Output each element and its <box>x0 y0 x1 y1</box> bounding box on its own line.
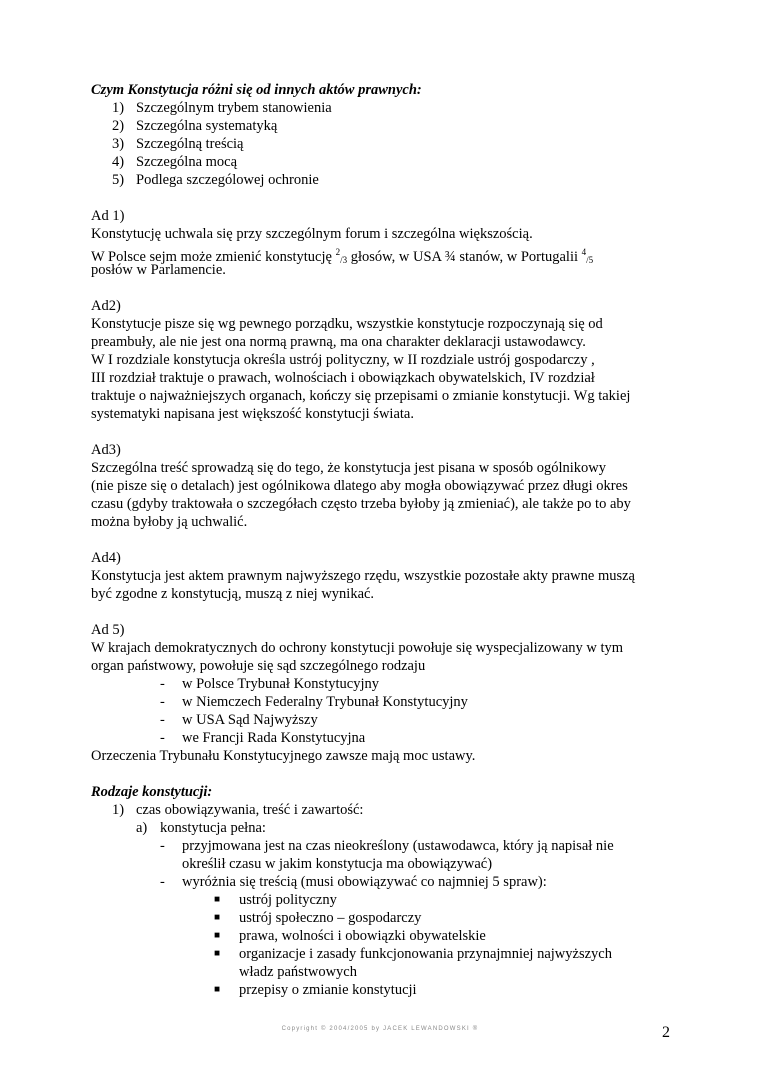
item-continuation: określił czasu w jakim konstytucja ma obowiązywać) <box>182 856 493 872</box>
paragraph-title: Ad 1) <box>91 208 125 224</box>
paragraph-line: traktuje o najważniejszych organach, kończy się przepisami o zmianie konstytucji. Wg takiej <box>91 388 631 404</box>
paragraph-line: Konstytucje pisze się wg pewnego porządku, wszystkie konstytucje rozpoczynają się od <box>91 316 603 332</box>
list-item <box>214 945 612 963</box>
item-text: przepisy o zmianie konstytucji <box>239 982 417 998</box>
item-text: Szczególna mocą <box>136 154 238 170</box>
item-text: w Polsce Trybunał Konstytucyjny <box>182 676 379 692</box>
paragraph-line: można byłoby ją uchwalić. <box>91 514 248 530</box>
page-number: 2 <box>662 1024 670 1041</box>
item-text: prawa, wolności i obowiązki obywatelskie <box>239 928 486 944</box>
dash-marker: - <box>160 712 165 728</box>
item-text: w USA Sąd Najwyższy <box>182 712 318 728</box>
square-bullet-icon: ■ <box>214 948 221 959</box>
square-bullet-icon: ■ <box>214 912 221 923</box>
paragraph-line: Szczególna treść sprowadzą się do tego, że konstytucja jest pisana w sposób ogólnikowy <box>91 460 607 476</box>
item-text: czas obowiązywania, treść i zawartość: <box>136 802 364 818</box>
dash-marker: - <box>160 838 165 854</box>
list-item <box>112 153 237 171</box>
paragraph-line: być zgodne z konstytucją, muszą z niej wynikać. <box>91 586 375 602</box>
item-text: Podlega szczególowej ochronie <box>136 172 319 188</box>
fraction-denominator: /3 <box>340 255 348 265</box>
item-continuation: władz państwowych <box>239 964 357 980</box>
list-item <box>214 909 421 927</box>
item-number: 1) <box>112 802 125 818</box>
paragraph-line: systematyki napisana jest większość konstytucji świata. <box>91 406 414 422</box>
list-item <box>160 729 365 747</box>
paragraph-line: organ państwowy, powołuje się sąd szczególnego rodzaju <box>91 658 426 674</box>
item-number: 1) <box>112 100 125 116</box>
paragraph-title: Ad4) <box>91 550 121 566</box>
item-number: 2) <box>112 118 125 134</box>
list-item <box>160 873 547 891</box>
section-heading: Rodzaje konstytucji: <box>91 784 213 800</box>
dash-marker: - <box>160 694 165 710</box>
list-item <box>214 891 337 909</box>
paragraph-line: Orzeczenia Trybunału Konstytucyjnego zawsze mają moc ustawy. <box>91 748 476 764</box>
item-text: ustrój społeczno – gospodarczy <box>239 910 422 926</box>
item-text: organizacje i zasady funkcjonowania przynajmniej najwyższych <box>239 946 612 962</box>
dash-marker: - <box>160 874 165 890</box>
square-bullet-icon: ■ <box>214 930 221 941</box>
item-text: Szczególna systematyką <box>136 118 278 134</box>
list-item <box>112 171 319 189</box>
fraction-denominator: /5 <box>586 255 594 265</box>
item-text: wyróżnia się treścią (musi obowiązywać co najmniej 5 spraw): <box>182 874 547 890</box>
list-item <box>112 135 243 153</box>
paragraph-line: posłów w Parlamencie. <box>91 262 226 278</box>
list-item <box>214 927 486 945</box>
list-item <box>112 117 277 135</box>
list-item <box>214 981 417 999</box>
dash-marker: - <box>160 676 165 692</box>
list-item <box>112 801 363 819</box>
item-text: konstytucja pełna: <box>160 820 266 836</box>
paragraph-title: Ad3) <box>91 442 121 458</box>
fraction-numerator: 2 <box>335 247 341 257</box>
item-letter: a) <box>136 820 148 836</box>
square-bullet-icon: ■ <box>214 894 221 905</box>
item-text: ustrój polityczny <box>239 892 337 908</box>
square-bullet-icon: ■ <box>214 984 221 995</box>
list-item <box>160 693 468 711</box>
list-item <box>160 711 318 729</box>
fraction-numerator: 4 <box>581 247 587 257</box>
paragraph-line: Konstytucję uchwala się przy szczególnym forum i szczególna większością. <box>91 226 533 242</box>
item-number: 3) <box>112 136 125 152</box>
paragraph-title: Ad 5) <box>91 622 125 638</box>
paragraph-line: W I rozdziale konstytucja określa ustrój polityczny, w II rozdziale ustrój gospodarczy , <box>91 352 595 368</box>
item-text: przyjmowana jest na czas nieokreślony (ustawodawca, który ją napisał nie <box>182 838 614 854</box>
list-item <box>112 99 332 117</box>
list-item <box>160 837 614 855</box>
section-heading: Czym Konstytucja różni się od innych aktów prawnych: <box>91 82 422 98</box>
paragraph-title: Ad2) <box>91 298 121 314</box>
dash-marker: - <box>160 730 165 746</box>
list-item <box>136 819 266 837</box>
item-number: 5) <box>112 172 125 188</box>
copyright-footer: Copyright © 2004/2005 by JACEK LEWANDOWSKI ® <box>281 1026 479 1032</box>
item-number: 4) <box>112 154 125 170</box>
item-text: Szczególnym trybem stanowienia <box>136 100 332 116</box>
item-text: w Niemczech Federalny Trybunał Konstytucyjny <box>182 694 468 710</box>
text-run: W Polsce sejm może zmienić konstytucję <box>91 249 336 265</box>
item-text: Szczególną treścią <box>136 136 244 152</box>
paragraph-line: czasu (gdyby traktowała o szczegółach często trzeba byłoby ją zmieniać), ale także po to aby <box>91 496 631 512</box>
item-text: we Francji Rada Konstytucyjna <box>182 730 366 746</box>
paragraph-line: W krajach demokratycznych do ochrony konstytucji powołuje się wyspecjalizowany w tym <box>91 640 624 656</box>
paragraph-line: preambuły, ale nie jest ona normą prawną, ma ona charakter deklaracji ustawodawcy. <box>91 334 586 350</box>
paragraph-line: Konstytucja jest aktem prawnym najwyższego rzędu, wszystkie pozostałe akty prawne muszą <box>91 568 635 584</box>
list-item <box>160 675 379 693</box>
text-run: głosów, w USA ¾ stanów, w Portugalii <box>347 249 582 265</box>
paragraph-line: III rozdział traktuje o prawach, wolnościach i obowiązkach obywatelskich, IV rozdział <box>91 370 595 386</box>
paragraph-line: (nie pisze się o detalach) jest ogólnikowa dlatego aby mogła obowiązywać przez długi okres <box>91 478 628 494</box>
